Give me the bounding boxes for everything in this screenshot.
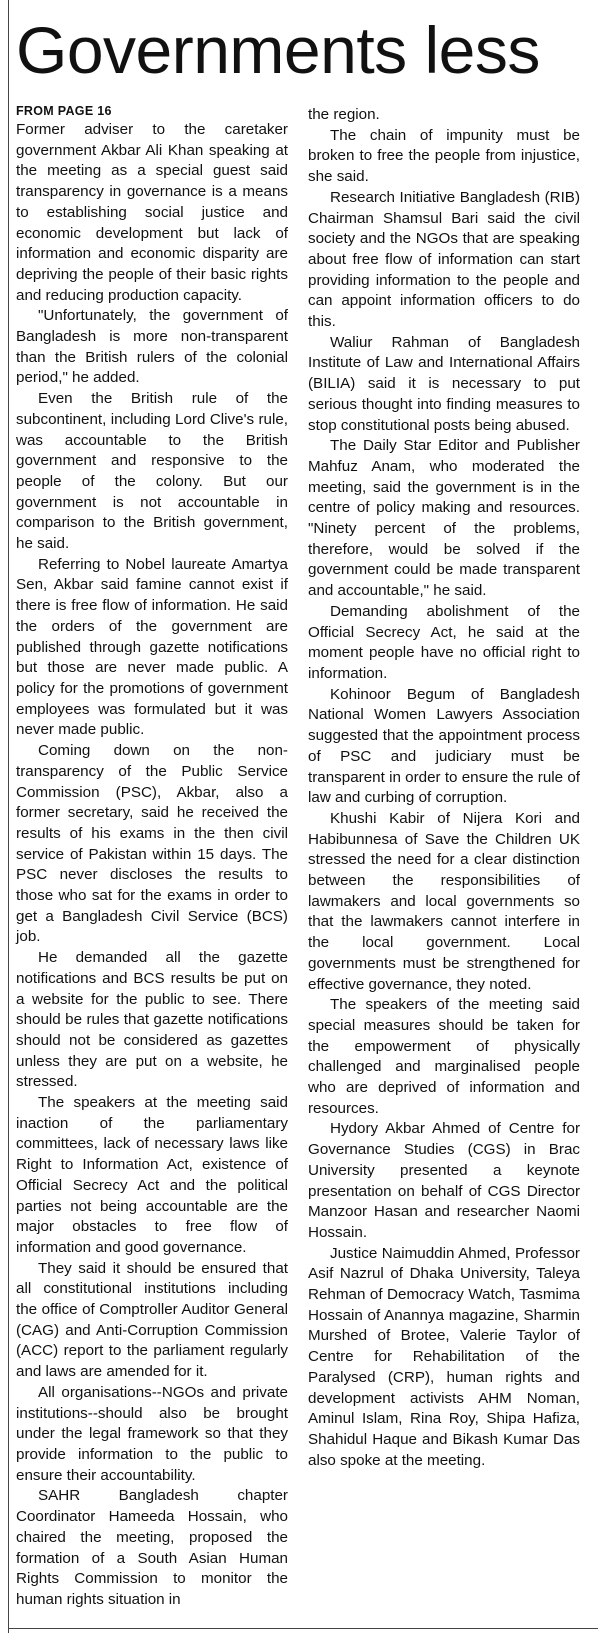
paragraph: Referring to Nobel laureate Amartya Sen, Akbar said famine cannot exist if there is free flow of information. He said the orders of the government are published through gazette notifications but those are never made public. A policy for the promotions of government employees was formulated but it was never made public. bbox=[16, 555, 288, 739]
right-column bbox=[308, 105, 580, 1471]
paragraph: He demanded all the gazette notifications and BCS results be put on a website for the public to see. There should be rules that gazette notifications should not be considered as gazettes unless they are put on a website, he stressed. bbox=[16, 949, 288, 1091]
paragraph: They said it should be ensured that all constitutional institutions including the office of Comptroller Auditor General (CAG) and Anti-Corruption Commission (ACC) report to the parliament regularly and laws are amended for it. bbox=[16, 1259, 288, 1381]
paragraph: The Daily Star Editor and Publisher Mahfuz Anam, who moderated the meeting, said the government is in the centre of policy making and resources. "Ninety percent of the problems, therefore, would be solved if the government could be made transparent and accountable," he said. bbox=[308, 437, 580, 600]
paragraph: Research Initiative Bangladesh (RIB) Chairman Shamsul Bari said the civil society and the NGOs that are speaking about free flow of information can start providing information to the people and can appoint information officers to do this. bbox=[308, 188, 580, 331]
paragraph: the region. bbox=[308, 106, 380, 123]
paragraph: The speakers of the meeting said special measures should be taken for the empowerment of physically challenged and marginalised people who are deprived of information and resources. bbox=[308, 996, 580, 1117]
article-bottom-rule bbox=[8, 1628, 598, 1629]
headline: Governments less bbox=[16, 13, 540, 87]
left-column bbox=[16, 104, 288, 1611]
paragraph: Khushi Kabir of Nijera Kori and Habibunnesa of Save the Children UK stressed the need for a clear distinction between the responsibilities of lawmakers and local governments so that the lawmakers cannot interfere in the local government. Local governments must be strengthened for effective governance, they noted. bbox=[308, 809, 580, 993]
paragraph: Kohinoor Begum of Bangladesh National Women Lawyers Association suggested that the appointment process of PSC and judiciary must be transparent in order to ensure the rule of law and curbing of corruption. bbox=[308, 685, 580, 807]
paragraph: The speakers at the meeting said inaction of the parliamentary committees, lack of necessary laws like Right to Information Act, existence of Official Secrecy Act and the political parties not being accountable are the major obstacles to free flow of information and good governance. bbox=[16, 1094, 288, 1256]
paragraph: Justice Naimuddin Ahmed, Professor Asif Nazrul of Dhaka University, Taleya Rehman of Democracy Watch, Tasmima Hossain of Anannya magazine, Sharmin Murshed of Brotee, Valerie Taylor of Centre for Rehabilitation of the Paralysed (CRP), human rights and development activists AHM Noman, Aminul Islam, Rina Roy, Shipa Hafiza, Shahidul Haque and Bikash Kumar Das also spoke at the meeting. bbox=[308, 1244, 580, 1469]
paragraph: Waliur Rahman of Bangladesh Institute of Law and International Affairs (BILIA) said it is necessary to put serious thought into finding measures to stop constitutional posts being abused. bbox=[308, 333, 580, 434]
paragraph: Even the British rule of the subcontinent, including Lord Clive's rule, was accountable to the British government and responsive to the people of the colony. But our government is not accountable in comparison to the British government, he said. bbox=[16, 390, 288, 553]
paragraph: "Unfortunately, the government of Bangladesh is more non-transparent than the British rulers of the colonial period," he added. bbox=[16, 307, 288, 387]
paragraph: The chain of impunity must be broken to free the people from injustice, she said. bbox=[308, 126, 580, 186]
paragraph: Hydory Akbar Ahmed of Centre for Governance Studies (CGS) in Brac University presented a keynote presentation on behalf of CGS Director Manzoor Hasan and researcher Naomi Hossain. bbox=[308, 1120, 580, 1241]
paragraph: Coming down on the non-transparency of the Public Service Commission (PSC), Akbar, also a former secretary, said he received the results of his exams in the then civil service of Pakistan within 15 days. The PSC never discloses the results to those who sat for the exams in order to get a Bangladesh Civil Service (BCS) job. bbox=[16, 742, 288, 946]
kicker: FROM PAGE 16 bbox=[16, 104, 112, 118]
paragraph: All organisations--NGOs and private institutions--should also be brought under the legal framework so that they provide information to the public to ensure their accountability. bbox=[16, 1383, 288, 1484]
paragraph: Demanding abolishment of the Official Secrecy Act, he said at the moment people have no official right to information. bbox=[308, 602, 580, 682]
paragraph: Former adviser to the caretaker government Akbar Ali Khan speaking at the meeting as a special guest said transparency in governance is a means to establishing social justice and economic development but lack of information and economic disparity are depriving the people of their basic rights and reducing production capacity. bbox=[16, 121, 288, 304]
paragraph: SAHR Bangladesh chapter Coordinator Hameeda Hossain, who chaired the meeting, proposed the formation of a South Asian Human Rights Commission to monitor the human rights situation in bbox=[16, 1487, 288, 1608]
